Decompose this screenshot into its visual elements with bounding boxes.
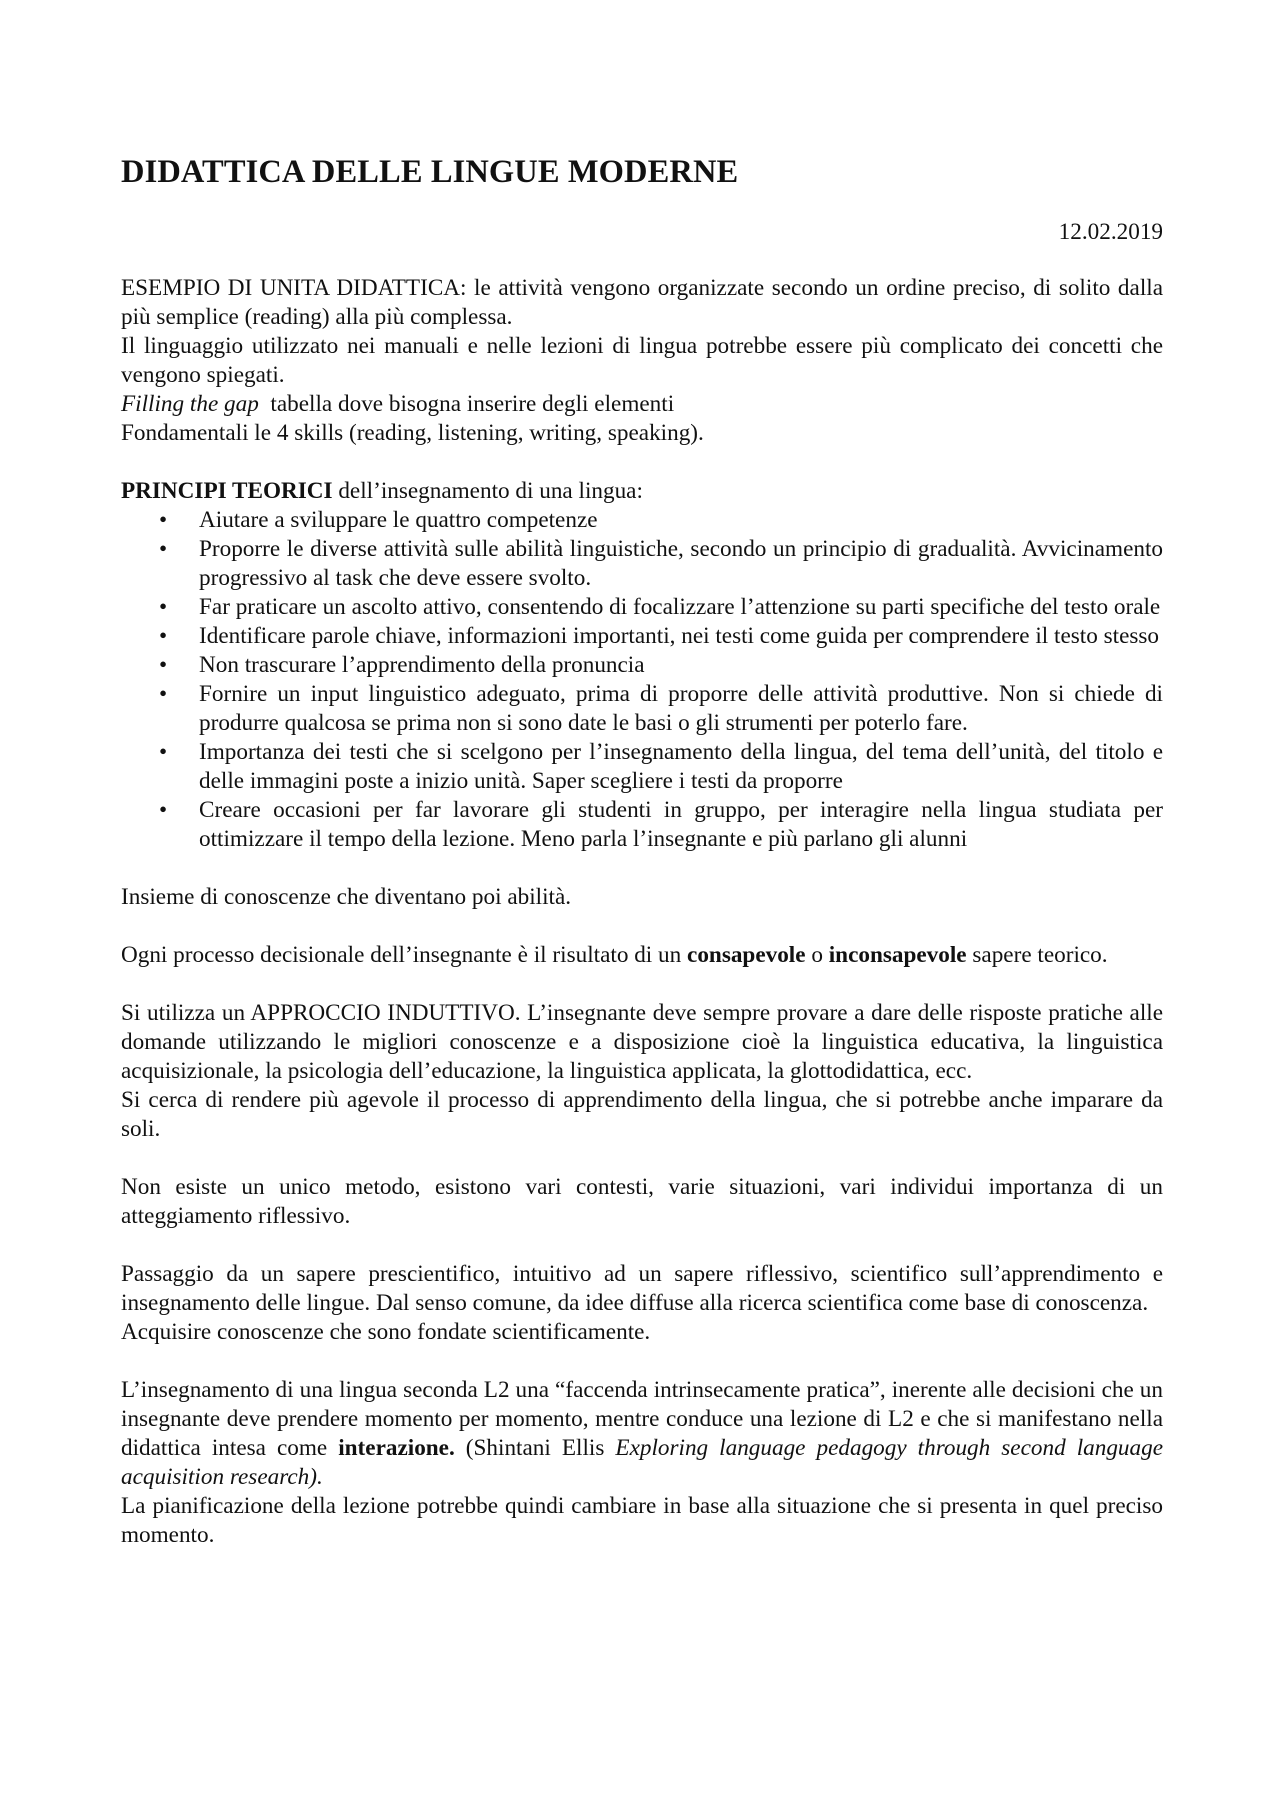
list-item — [121, 738, 1163, 796]
filling-the-gap-term: Filling the gap — [121, 391, 259, 417]
pianificazione-paragraph: La pianificazione della lezione potrebbe quindi cambiare in base alla situazione che si presenta in quel preciso momento. — [121, 1493, 1163, 1548]
principles-heading — [121, 477, 1163, 506]
l2-paragraph — [121, 1376, 1163, 1492]
bullet-icon: • — [159, 623, 168, 649]
processo-text-a: Ogni processo decisionale dell’insegnante è il risultato di un — [121, 942, 688, 968]
consapevole-term: consapevole — [687, 942, 806, 968]
list-item — [121, 593, 1163, 622]
list-item — [121, 651, 1163, 680]
bullet-icon: • — [159, 739, 168, 765]
l2-citation-title: Exploring language pedagogy through second language acquisition research). — [121, 1435, 1163, 1490]
principles-heading-rest: dell’insegnamento di una lingua: — [332, 478, 643, 504]
inconsapevole-term: inconsapevole — [828, 942, 967, 968]
document-date: 12.02.2019 — [1058, 219, 1163, 245]
document-title: DIDATTICA DELLE LINGUE MODERNE — [121, 154, 739, 190]
list-item-text: Aiutare a sviluppare le quattro competenze — [199, 507, 598, 533]
bullet-icon: • — [159, 594, 168, 620]
bullet-icon: • — [159, 507, 168, 533]
processo-paragraph — [121, 941, 1163, 970]
intro-paragraph-1: ESEMPIO DI UNITA DIDATTICA: le attività vengono organizzate secondo un ordine preciso, di solito dalla più semplice (reading) alla più complessa. — [121, 275, 1163, 330]
list-item — [121, 622, 1163, 651]
intro-paragraph-2: Il linguaggio utilizzato nei manuali e nelle lezioni di lingua potrebbe essere più complicato dei concetti che vengono spiegati. — [121, 333, 1163, 388]
bullet-icon: • — [159, 797, 168, 823]
list-item — [121, 796, 1163, 854]
agevole-paragraph: Si cerca di rendere più agevole il processo di apprendimento della lingua, che si potrebbe anche imparare da soli. — [121, 1087, 1163, 1142]
insieme-paragraph: Insieme di conoscenze che diventano poi abilità. — [121, 884, 572, 910]
list-item — [121, 506, 1163, 535]
list-item-text: Proporre le diverse attività sulle abilità linguistiche, secondo un principio di gradualità. Avvicinamento progressivo al task che deve essere svolto. — [199, 536, 1163, 591]
list-item-text: Identificare parole chiave, informazioni importanti, nei testi come guida per comprendere il testo stesso — [199, 623, 1160, 649]
approccio-paragraph: Si utilizza un APPROCCIO INDUTTIVO. L’insegnante deve sempre provare a dare delle risposte pratiche alle domande utilizzando le migliori conoscenze e a disposizione cioè la linguistica educativa, la linguistica acquisizionale, la psicologia dell’educazione, la linguistica applicata, la glottodidattica, ecc. — [121, 1000, 1163, 1084]
interazione-term: interazione. — [338, 1435, 455, 1461]
list-item — [121, 680, 1163, 738]
list-item — [121, 535, 1163, 593]
metodo-paragraph: Non esiste un unico metodo, esistono vari contesti, varie situazioni, vari individui importanza di un atteggiamento riflessivo. — [121, 1174, 1163, 1229]
intro-paragraph-3 — [121, 390, 1163, 419]
bullet-icon: • — [159, 536, 168, 562]
bullet-icon: • — [159, 681, 168, 707]
l2-citation-author: (Shintani Ellis — [454, 1435, 616, 1461]
document-body — [121, 274, 1163, 1550]
processo-text-e: sapere teorico. — [966, 942, 1108, 968]
list-item-text: Creare occasioni per far lavorare gli studenti in gruppo, per interagire nella lingua studiata per ottimizzare il tempo della lezione. Meno parla l’insegnante e più parlano gli alunni — [199, 797, 1163, 852]
passaggio-paragraph: Passaggio da un sapere prescientifico, intuitivo ad un sapere riflessivo, scientifico sull’apprendimento e insegnamento delle lingue. Dal senso comune, da idee diffuse alla ricerca scientifica come base di conoscenza. — [121, 1261, 1163, 1316]
list-item-text: Importanza dei testi che si scelgono per l’insegnamento della lingua, del tema dell’unità, del titolo e delle immagini poste a inizio unità. Saper scegliere i testi da proporre — [199, 739, 1163, 794]
principles-list — [121, 506, 1163, 854]
processo-text-c: o — [805, 942, 829, 968]
acquisire-paragraph: Acquisire conoscenze che sono fondate scientificamente. — [121, 1319, 651, 1345]
list-item-text: Non trascurare l’apprendimento della pronuncia — [199, 652, 645, 678]
bullet-icon: • — [159, 652, 168, 678]
intro-paragraph-4: Fondamentali le 4 skills (reading, listening, writing, speaking). — [121, 420, 704, 446]
l2-text-a: L’insegnamento di una lingua seconda L2 una “faccenda intrinsecamente pratica”, inerente alle decisioni che un insegnante deve prendere momento per momento, mentre conduce una lezione di L2 e che si manifestano nella didattica intesa come — [121, 1377, 1163, 1461]
principles-heading-bold: PRINCIPI TEORICI — [121, 478, 333, 504]
list-item-text: Far praticare un ascolto attivo, consentendo di focalizzare l’attenzione su parti specifiche del testo orale — [199, 594, 1161, 620]
filling-the-gap-definition: tabella dove bisogna inserire degli elementi — [258, 391, 675, 417]
list-item-text: Fornire un input linguistico adeguato, prima di proporre delle attività produttive. Non si chiede di produrre qualcosa se prima non si sono date le basi o gli strumenti per poterlo fare. — [199, 681, 1163, 736]
